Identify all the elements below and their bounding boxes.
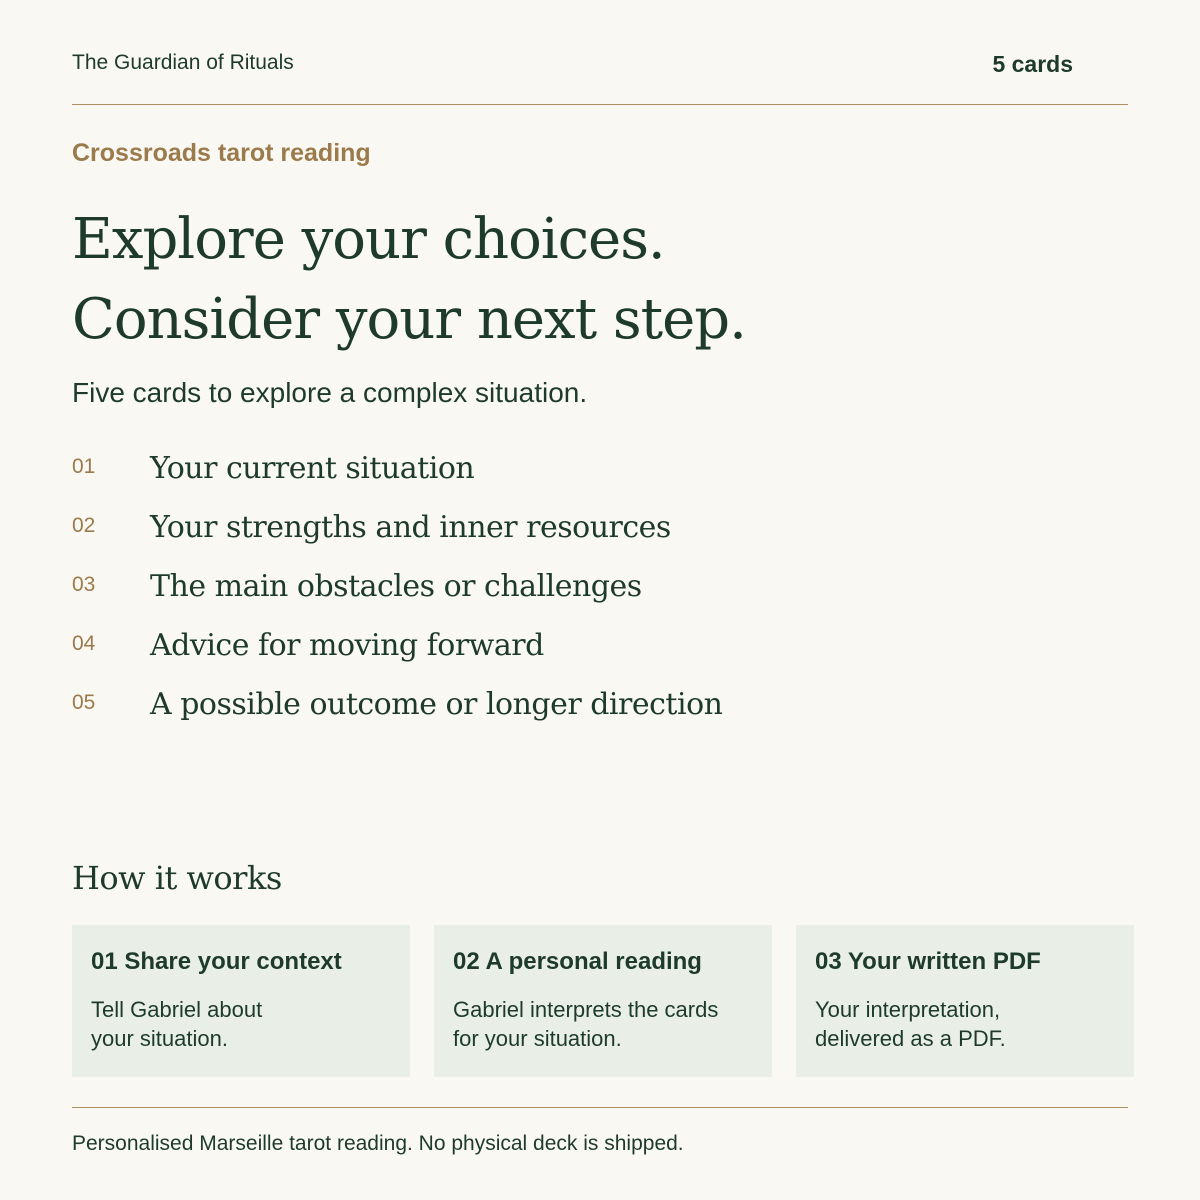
reading-type-eyebrow: Crossroads tarot reading: [72, 139, 371, 167]
position-number: 04: [72, 632, 96, 655]
position-number: 02: [72, 514, 96, 537]
step-title: 01 Share your context: [91, 948, 342, 975]
step-card-personal-reading: [434, 925, 772, 1077]
step-description-line: Your interpretation,: [815, 997, 1001, 1022]
footer-note: Personalised Marseille tarot reading. No physical deck is shipped.: [72, 1132, 684, 1155]
page-subtitle: Five cards to explore a complex situation.: [72, 377, 588, 408]
position-text: Advice for moving forward: [150, 628, 544, 663]
position-number: 01: [72, 455, 96, 478]
card-count-label: 5 cards: [992, 51, 1073, 77]
step-title: 03 Your written PDF: [815, 948, 1041, 975]
how-it-works-steps: [72, 925, 1128, 1077]
headline-line-2: Consider your next step.: [72, 287, 746, 352]
position-text: The main obstacles or challenges: [150, 569, 642, 604]
headline-line-1: Explore your choices.: [72, 207, 665, 272]
step-description: [815, 995, 1115, 1053]
position-number: 03: [72, 573, 96, 596]
position-text: A possible outcome or longer direction: [150, 687, 723, 722]
step-description-line: your situation.: [91, 1026, 228, 1051]
step-description-line: delivered as a PDF.: [815, 1026, 1006, 1051]
how-it-works-title: How it works: [72, 859, 282, 897]
position-text: Your strengths and inner resources: [150, 510, 671, 545]
bottom-divider: [72, 1107, 1128, 1108]
step-description-line: for your situation.: [453, 1026, 622, 1051]
step-description: [453, 995, 753, 1053]
step-title: 02 A personal reading: [453, 948, 702, 975]
position-text: Your current situation: [150, 451, 475, 486]
step-description: [91, 995, 391, 1053]
brand-name: The Guardian of Rituals: [72, 51, 294, 74]
top-divider: [72, 104, 1128, 105]
step-card-share-context: [72, 925, 410, 1077]
position-number: 05: [72, 691, 96, 714]
step-description-line: Gabriel interprets the cards: [453, 997, 719, 1022]
step-card-written-pdf: [796, 925, 1134, 1077]
page-headline: [72, 200, 746, 360]
step-description-line: Tell Gabriel about: [91, 997, 263, 1022]
